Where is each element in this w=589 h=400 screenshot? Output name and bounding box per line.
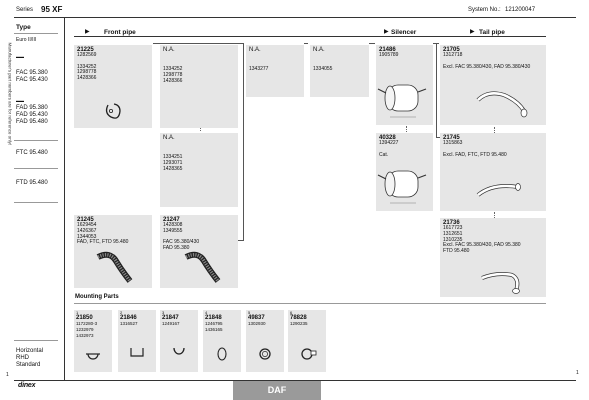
section-arrow-3: ▶	[470, 29, 475, 35]
catalyst-silencer-drawing	[376, 133, 433, 211]
section-tail-pipe: Tail pipe	[479, 29, 505, 36]
spec-rhd: RHD	[16, 355, 29, 361]
section-rule	[74, 36, 546, 37]
clamp-drawing	[74, 45, 152, 128]
part-refs: 1172280-3 1232979 1432973	[76, 321, 98, 338]
part-refs: 1334055	[313, 66, 333, 72]
u-clamp-icon	[160, 310, 198, 372]
system-value: 121200047	[505, 7, 536, 13]
type-fac-430: FAC 95.430	[16, 77, 48, 83]
clamp-icon	[288, 310, 326, 372]
part-21247-box[interactable]	[160, 215, 238, 288]
series-label: Series	[16, 7, 34, 13]
part-number: 40328	[379, 135, 396, 141]
part-refs: 1302930	[248, 321, 266, 326]
tail-pipe-drawing	[440, 45, 546, 125]
silencer-drawing	[376, 45, 433, 125]
part-refs: 1629454 1426367 1344053 FAD, FTC, FTD 95.480	[77, 222, 129, 246]
tail-pipe-drawing	[440, 133, 546, 211]
type-label: Type	[16, 24, 31, 31]
icon-placeholder-2: ▬▬	[16, 98, 24, 103]
euro-label: Euro II/III	[16, 37, 37, 43]
flex-pipe-drawing	[160, 215, 238, 288]
brand-label: DAF	[267, 385, 287, 395]
part-number: N.A.	[313, 47, 325, 53]
section-arrow-2: ▶	[384, 29, 389, 35]
mounting-rule	[74, 303, 546, 304]
part-number: 21225	[77, 47, 94, 53]
part-number: 21736	[443, 220, 460, 226]
part-number: 21247	[163, 217, 180, 223]
part-refs: 1905789	[379, 52, 399, 58]
part-refs: 1282569 1334252 1298778 1428366	[77, 52, 97, 82]
part-na-3-box[interactable]	[310, 45, 369, 97]
part-number: 21846	[120, 315, 137, 321]
mounting-item-4[interactable]: 4 21848 1246795 1436165	[203, 310, 241, 372]
part-refs: 1334252 1298778 1428366	[163, 66, 183, 84]
reference-note: Manufacturer's part numbers are for reference only!	[7, 42, 13, 146]
part-refs: 1394227 Cat.	[379, 140, 399, 158]
part-number: N.A.	[163, 47, 175, 53]
part-21486-box[interactable]	[376, 45, 433, 125]
clamp-icon	[74, 310, 112, 372]
mounting-item-2[interactable]: 2 21846 1316527	[118, 310, 156, 372]
spec-standard: Standard	[16, 362, 41, 368]
part-number: 78828	[290, 315, 307, 321]
system-label: System No.:	[468, 7, 501, 13]
series-value: 95 XF	[41, 5, 63, 14]
part-na-1-box[interactable]	[160, 45, 238, 128]
header-rule	[14, 17, 576, 18]
mounting-item-6[interactable]: 6 78828 1290235	[288, 310, 326, 372]
mounting-title: Mounting Parts	[75, 294, 119, 300]
section-front-pipe: Front pipe	[104, 29, 136, 36]
part-number: 21486	[379, 47, 396, 53]
part-refs: 1312718 Excl. FAC 95.380/430, FAD 95.380/430	[443, 52, 531, 70]
type-fad-430: FAD 95.430	[16, 112, 48, 118]
part-number: 21745	[443, 135, 460, 141]
part-21225-box[interactable]	[74, 45, 152, 128]
mounting-item-1[interactable]: 1 21850 1172280-3 1232979 1432973	[74, 310, 112, 372]
part-21736-box[interactable]	[440, 218, 546, 297]
part-refs: 1316527	[120, 321, 138, 326]
part-40328-box[interactable]	[376, 133, 433, 211]
section-silencer: Silencer	[391, 29, 417, 36]
part-refs: 1290235	[290, 321, 308, 326]
section-arrow-1: ▶	[85, 29, 90, 35]
gasket-icon	[203, 310, 241, 372]
part-number: 21848	[205, 315, 222, 321]
sidebar-divider	[64, 17, 65, 380]
part-refs: 1246795 1436165	[205, 321, 223, 332]
part-na-2-box[interactable]	[246, 45, 304, 97]
type-ftc-480: FTC 95.480	[16, 150, 48, 156]
part-refs: 1428308 1349555 FAC 95.380/430 FAD 95.380	[163, 222, 200, 252]
type-ftd-480: FTD 95.480	[16, 180, 48, 186]
mounting-item-5[interactable]: 5 49837 1302930	[246, 310, 284, 372]
part-number: 21850	[76, 315, 93, 321]
ring-icon	[246, 310, 284, 372]
mounting-item-3[interactable]: 3 21847 1249167	[160, 310, 198, 372]
part-number: 21245	[77, 217, 94, 223]
part-refs: 1343277	[249, 66, 269, 72]
type-fac-380: FAC 95.380	[16, 70, 48, 76]
part-number: 21705	[443, 47, 460, 53]
part-number: N.A.	[249, 47, 261, 53]
page-number-right: 1	[576, 370, 579, 376]
part-number: N.A.	[163, 135, 175, 141]
part-refs: 1617723 1312651 1310235 Excl. FAC 95.380/430, FAD 95.380 FTD 95.480	[443, 225, 521, 255]
bracket-icon	[118, 310, 156, 372]
type-fad-380: FAD 95.380	[16, 105, 48, 111]
part-number: 21847	[162, 315, 179, 321]
brand-bar	[233, 381, 321, 400]
dinex-logo: dinex	[18, 382, 36, 389]
part-number: 49837	[248, 315, 265, 321]
part-21745-box[interactable]	[440, 133, 546, 211]
part-21245-box[interactable]	[74, 215, 152, 288]
part-21705-box[interactable]	[440, 45, 546, 125]
spec-horizontal: Horizontal	[16, 348, 44, 354]
icon-placeholder-1: ▬▬	[16, 54, 24, 59]
type-fad-480: FAD 95.480	[16, 119, 48, 125]
flex-pipe-drawing	[74, 215, 152, 288]
part-refs: 1249167	[162, 321, 180, 326]
part-na-4-box[interactable]	[160, 133, 238, 207]
part-refs: 1334251 1293071 1428365	[163, 154, 183, 172]
tail-pipe-drawing	[440, 218, 546, 297]
page-number-left: 1	[6, 372, 9, 378]
part-refs: 1315863 Excl. FAD, FTC, FTD 95.480	[443, 140, 507, 158]
